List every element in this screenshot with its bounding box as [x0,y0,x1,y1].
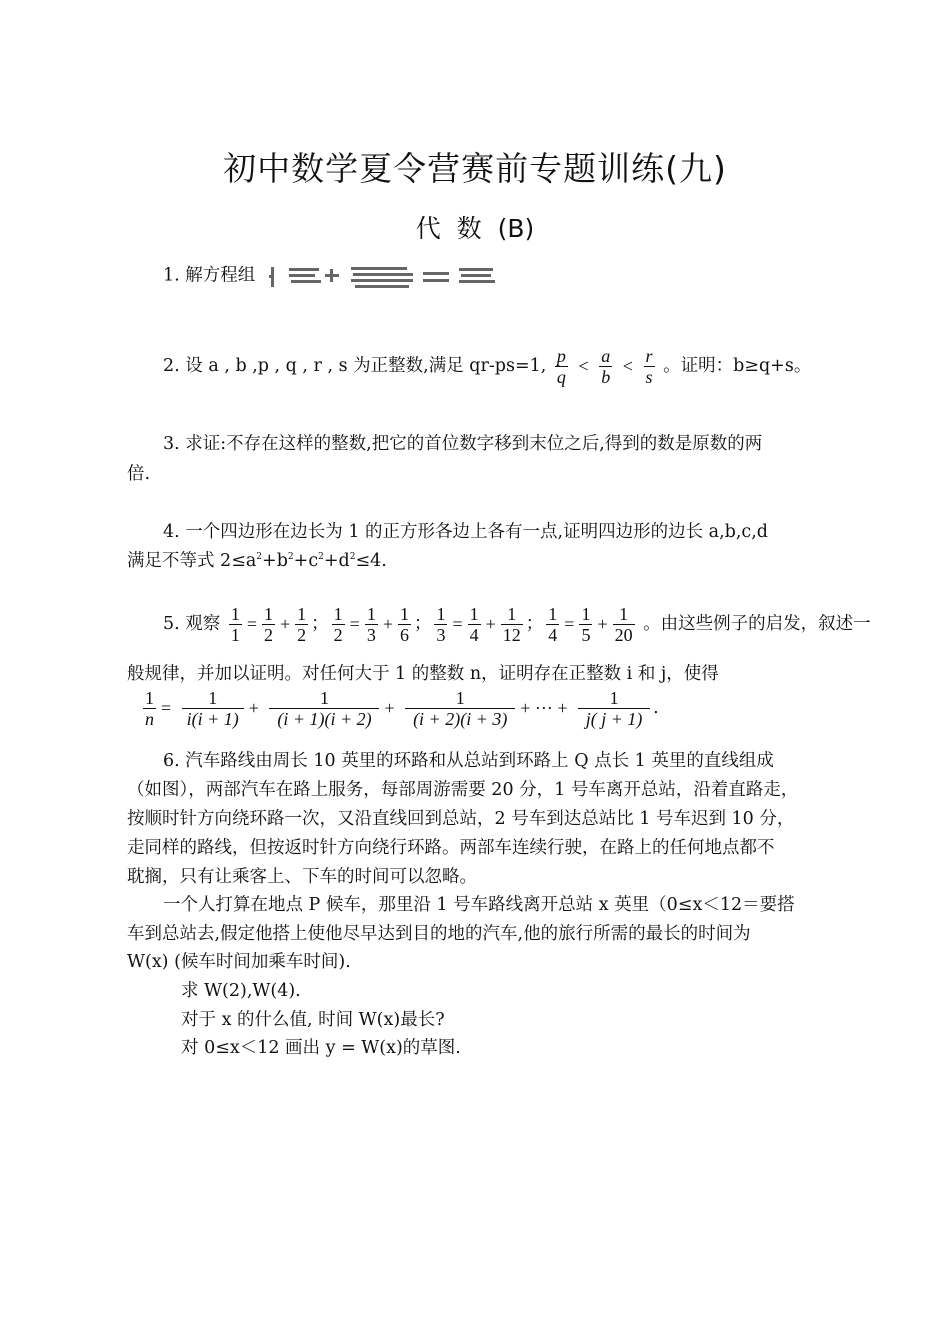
frac-num: 1 [208,688,218,708]
plus-sign: + [262,551,277,571]
frac-num: 1 [581,604,591,624]
fraction [398,604,411,645]
fraction [434,604,447,645]
problem-3-line-1: 3. 求证:不存在这样的整数,把它的首位数字移到末位之后,得到的数是原数的两 [163,434,763,454]
ellipsis-sum: + ··· + [520,698,568,718]
plus-sign: + [248,698,259,718]
fraction [579,604,592,645]
frac-num: 1 [264,604,273,624]
frac-den: 3 [366,625,376,645]
problem-6-question-3: 对 0≤x＜12 画出 y = W(x)的草图. [181,1038,461,1058]
frac-den: 6 [399,625,409,645]
fraction [501,604,523,645]
separator: ； [525,614,544,634]
equals-sign: = [452,614,463,634]
frac-num: 1 [609,688,619,708]
frac-num: 1 [399,604,409,624]
fraction-1-over-n [143,688,156,729]
fraction [262,604,275,645]
plus-sign: + [293,551,309,571]
problem-6-line-4: 走同样的路线，但按返时针方向绕行环路。两部车连续行驶，在路上的任何地点都不 [127,838,775,858]
frac-den: (i + 1)(i + 2) [269,708,379,729]
problem-6-line-7: 车到总站去,假定他搭上使他尽早达到目的地的汽车,他的旅行所需的最长的时间为 [127,924,751,944]
frac-num: 1 [619,604,629,624]
period: . [653,698,659,718]
less-than-sign: < [622,356,633,376]
exponent: 2 [287,552,294,563]
problem-2-tail: 。证明：b≥q+s。 [663,356,812,376]
exponent: 2 [318,552,324,563]
problem-2-lead: 2. 设 a , b ,p , q , r , s 为正整数,满足 qr-ps=1, [163,356,547,376]
frac-num: 1 [455,688,465,708]
problem-6-line-8: W(x) (候车时间加乘车时间). [127,952,351,972]
fraction-p-over-q [555,346,568,387]
frac-num: 1 [436,604,446,624]
page-subtitle: 代 数 (B) [415,214,535,243]
fraction-term-3 [405,688,515,729]
problem-6-line-5: 耽搁，只有让乘客上、下车的时间可以忽略。 [127,867,477,887]
var-d: d [338,551,350,571]
problem-5-line-1 [163,604,871,645]
frac-num: a [601,346,611,366]
frac-num: 1 [230,604,240,624]
frac-den: (i + 2)(i + 3) [405,708,515,729]
equals-sign: = [564,614,575,634]
problem-3-line-2: 倍. [127,464,151,484]
equals-sign: = [246,614,257,634]
fraction [365,604,378,645]
frac-den: 20 [614,625,633,645]
frac-den: j( j + 1) [578,708,650,729]
frac-num: 1 [297,604,307,624]
fraction-a-over-b [599,346,612,387]
problem-4-line-2 [127,547,827,572]
fraction [229,604,242,645]
frac-den: 4 [469,625,479,645]
plus-sign: + [485,614,496,634]
var-c: c [308,551,319,571]
frac-num: 1 [319,688,329,708]
exponent: 2 [256,552,263,563]
fraction [332,604,345,645]
plus-sign: + [384,698,395,718]
equals-sign: = [161,698,172,718]
problem-2 [163,346,863,387]
problem-4-line-1: 4. 一个四边形在边长为 1 的正方形各边上各有一点,证明四边形的边长 a,b,c,d [163,522,768,542]
frac-den: 5 [581,625,591,645]
fraction [295,604,308,645]
exponent: 2 [349,552,356,563]
frac-den: 1 [230,625,240,645]
frac-num: r [645,346,653,366]
problem-4-ineq-tail: ≤4. [355,551,387,571]
plus-sign: + [597,614,608,634]
problem-6-line-1: 6. 汽车路线由周长 10 英里的环路和从总站到环路上 Q 点长 1 英里的直线组成 [163,751,774,771]
frac-num: 1 [145,688,154,708]
fraction-term-1 [182,688,244,729]
separator: ； [413,614,432,634]
separator: ； [311,614,329,634]
equals-sign: = [349,614,360,634]
frac-den: i(i + 1) [182,708,244,729]
frac-den: s [645,367,653,387]
equation-system-image [267,259,547,293]
plus-sign: + [382,614,393,634]
fraction-r-over-s [644,346,655,387]
frac-num: 1 [366,604,376,624]
problem-5-lead: 5. 观察 [163,614,221,634]
fraction-term-j [578,688,650,729]
frac-num: 1 [333,604,343,624]
problem-6-line-6: 一个人打算在地点 P 候车，那里沿 1 号车路线离开总站 x 英里（0≤x＜12＝要搭 [163,895,795,915]
frac-num: 1 [469,604,479,624]
frac-den: q [556,367,566,387]
problem-6-line-2: （如图），两部汽车在路上服务，每部周游需要 20 分，1 号车离开总站，沿着直路走， [127,780,799,800]
less-than-sign: < [578,356,589,376]
frac-den: 2 [333,625,343,645]
problem-5-formula [140,688,840,729]
frac-den: 4 [548,625,558,645]
var-b: b [276,551,288,571]
problem-6-line-3: 按顺时针方向绕环路一次，又沿直线回到总站，2 号车到达总站比 1 号车迟到 10 分， [127,809,795,829]
problem-6-question-2: 对于 x 的什么值, 时间 W(x)最长? [181,1010,445,1030]
plus-sign: + [323,551,339,571]
frac-num: 1 [548,604,558,624]
fraction [613,604,635,645]
problem-1 [163,259,863,293]
plus-sign: + [280,614,291,634]
page-title: 初中数学夏令营赛前专题训练(九) [223,149,727,188]
frac-den: 2 [297,625,307,645]
problem-5-line-2: 般规律，并加以证明。对任何大于 1 的整数 n，证明存在正整数 i 和 j，使得 [127,664,719,684]
frac-num: 1 [507,604,517,624]
frac-den: 3 [436,625,446,645]
fraction [468,604,481,645]
fraction [546,604,559,645]
problem-6-question-1: 求 W(2),W(4). [181,981,301,1001]
frac-den: n [145,709,154,729]
fraction-term-2 [269,688,379,729]
frac-den: 2 [264,625,273,645]
problem-5-tail: 。由这些例子的启发，叙述一 [643,614,871,634]
frac-den: 12 [502,625,521,645]
problem-4-ineq-lead: 满足不等式 2≤a [127,551,257,571]
frac-num: p [556,346,566,366]
problem-1-text: 1. 解方程组 [163,265,256,286]
frac-den: b [601,367,611,387]
